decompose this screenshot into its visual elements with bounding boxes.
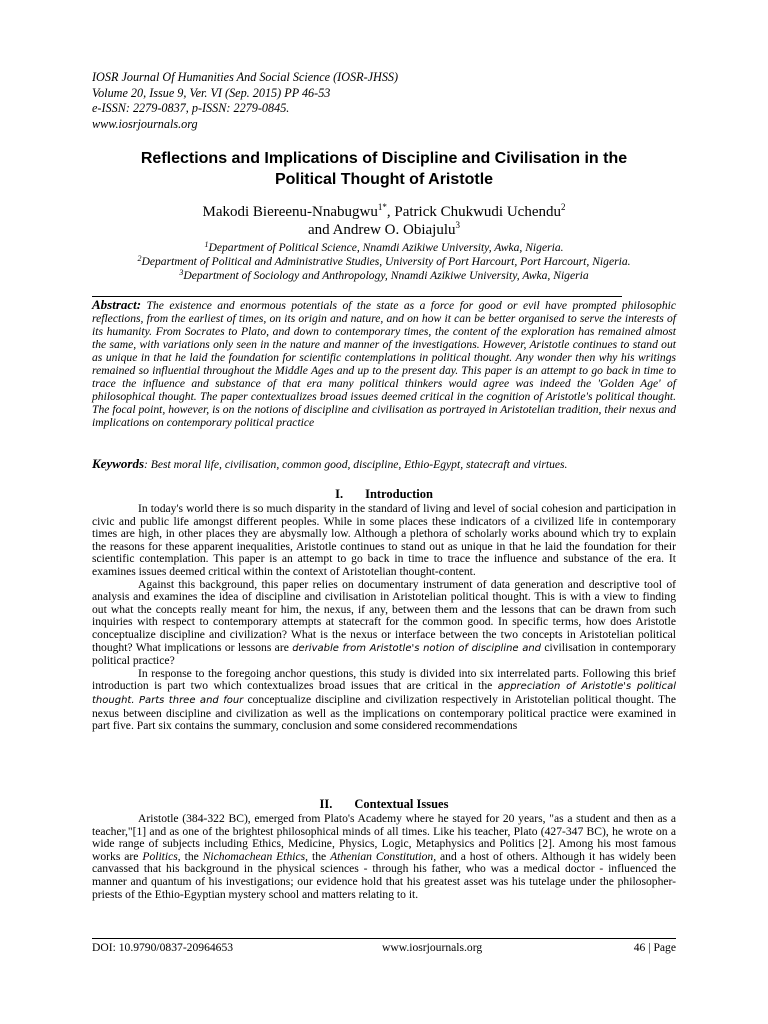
abstract-text-2: The paper contextualizes broad issues deemed critical in the cognition of Aristotle's [199, 390, 593, 403]
section-2-title: Contextual Issues [354, 797, 449, 811]
contextual-issues-body [92, 813, 676, 901]
context-paragraph-1 [92, 813, 676, 901]
context-p1-text-a: Aristotle (384-322 BC), emerged from Plato's Academy where he stayed for 20 years, "as a student and then as a teacher,"[1] and as one of the brightest philosophical minds of all times. Like his teacher, Plato (427-347 BC), he wrote on a wide range of subjects including Ethics, Medicine, Physics, Logic, Metaphysics and Politics [2]. Among his most famous works are [92, 812, 676, 863]
intro-paragraph-2 [92, 579, 676, 668]
intro-p3-text-a: In response to the foregoing anchor questions, this study is divided into six interrelated parts. Following this brief introduction is part two which contextualizes broad issues that are critical in the [92, 666, 676, 693]
section-1-title: Introduction [365, 487, 433, 501]
author-2: Patrick Chukwudi Uchendu [394, 204, 561, 220]
abstract [92, 298, 676, 429]
section-heading-contextual-issues [92, 797, 676, 812]
affiliation-3 [92, 269, 676, 283]
journal-name: IOSR Journal Of Humanities And Social Science (IOSR-JHSS) [92, 70, 399, 84]
paper-title [92, 148, 676, 190]
author-3-affil-mark: 3 [455, 220, 460, 230]
journal-url: www.iosrjournals.org [92, 116, 198, 131]
abstract-text-1: The existence and enormous potentials of the state as a force for good or evil have prompted philosophic reflections, from the earliest of times, on its origin and nature, and on how it can be better organised to serve the interests of its humanity. From Socrates to Plato, and down to contemporary times, the content of the exploration has remained almost the same, with variations only seen in the nature and manner of the investigations. However, Aristotle continues to stand out as unique in that he laid the foundation for scientific contemplations in political thought. Any wonder then why his writings remained so influential throughout the Middle Ages and up to the present day. This paper is an attempt to go back in time to trace the influence and substance of that era many political thinkers would agree was indeed the 'Golden Age' of philosophical thought. [92, 299, 676, 403]
footer-site: www.iosrjournals.org [382, 941, 483, 954]
keywords-text: : Best moral life, civilisation, common good, discipline, Ethio-Egypt, statecraft and virtues. [144, 458, 568, 471]
affiliation-1-text: Department of Political Science, Nnamdi Azikiwe University, Awka, Nigeria. [208, 241, 564, 254]
affiliation-2-text: Department of Political and Administrative Studies, University of Port Harcourt, Port Harcourt, Nigeria. [141, 255, 631, 268]
affiliation-1 [92, 241, 676, 255]
title-line-1: Reflections and Implications of Discipline and Civilisation in the [140, 150, 628, 167]
author-1: Makodi Biereenu-Nnabugwu [202, 204, 378, 220]
author-3: Andrew O. Obiajulu [332, 222, 456, 238]
affiliation-3-mark: 3 [179, 268, 184, 277]
affiliation-3-text: Department of Sociology and Anthropology, Nnamdi Azikiwe University, Awka, Nigeria [183, 269, 589, 282]
affiliation-2-mark: 2 [137, 254, 142, 263]
context-p1-text-b: , and a host of others. Although it has widely been canvassed that his background in the physical sciences - through his father, who was a medical doctor - influenced the manner and quantum of his investigations; our evidence hold that his greatest asset was his tutelage under the philosopher-priests of the Ethio-Egyptian mystery school and matters relating to it. [92, 849, 676, 901]
author-list [92, 203, 676, 239]
affiliation-1-mark: 1 [204, 240, 209, 249]
intro-paragraph-3 [92, 668, 676, 733]
footer-rule [92, 938, 676, 939]
title-line-2: Political Thought of Aristotle [274, 171, 494, 188]
keywords-label: Keywords [92, 456, 144, 471]
affiliations [92, 241, 676, 283]
abstract-rule [92, 296, 622, 297]
work-politics: Politics [142, 849, 178, 863]
intro-p3-text-c: conceptualize discipline and civilization respectively in Aristotelian political thought. The nexus between discipline and civilization as well as the implications on contemporary political practice were examined in part five. Part six contains the summary, conclusion and some considered recommendations [92, 692, 676, 733]
section-2-number: II. [319, 797, 333, 811]
affiliation-2 [92, 255, 676, 269]
context-sep-2: , the [305, 849, 331, 863]
author-1-affil-mark: 1* [377, 202, 387, 212]
intro-p2-text-b: derivable from Aristotle's notion of discipline and [292, 642, 542, 654]
keywords [92, 457, 676, 472]
section-1-number: I. [335, 487, 344, 501]
intro-paragraph-1: In today's world there is so much disparity in the standard of living and level of social cohesion and participation in civic and public life amongst different peoples. While in some places these indicators of a civilized life in contemporary times are high, in other places they are abysmally low. Although a plethora of scholarly works abound which try to explain the reasons for these apparent inequalities, Aristotle continues to stand out as unique in that he laid the foundation for their scientific contemplation. This paper is an attempt to go back in time to trace the influence and substance of the era. It examines issues deemed critical within the context of Aristotelian thought-content. [92, 502, 676, 578]
intro-p2-text-a: Against this background, this paper relies on documentary instrument of data generation and descriptive tool of analysis and examines the idea of discipline and civilisation in Aristotelian political thought. This is with a view to finding out what the concepts really meant for him, the nexus, if any, between them and the lessons that can be drawn from such inquiries with respect to contemporary attempts at statecraft for the common good. In specific terms, how does Aristotle conceptualize discipline and civilization? What is the nexus or interface between the two concepts in Aristotelian political thought? What implications or lessons are [92, 577, 676, 654]
footer-doi: DOI: 10.9790/0837-20964653 [92, 941, 234, 954]
author-separator: , [386, 204, 395, 220]
journal-volume: Volume 20, Issue 9, Ver. VI (Sep. 2015) PP 46-53 [92, 85, 331, 100]
abstract-text-3: political thought. The focal point, however, is on the notions of discipline and civilisation as portrayed in Aristotelian tradition, their nexus and implications on contemporary political practice [92, 390, 676, 429]
section-heading-introduction [92, 487, 676, 502]
intro-p3-text-b: appreciation of Aristotle's political thought. Parts three and four [92, 681, 676, 706]
journal-header [92, 70, 692, 132]
intro-p2-text-c: civilisation in contemporary political practice? [92, 640, 676, 668]
abstract-label: Abstract: [92, 297, 142, 312]
introduction-body [92, 503, 676, 733]
work-athenian-constitution: Athenian Constitution [330, 849, 434, 863]
work-nichomachean-ethics: Nichomachean Ethics [202, 849, 306, 863]
author-and: and [308, 222, 333, 238]
footer-page-number: 46 | Page [633, 941, 676, 954]
journal-issn: e-ISSN: 2279-0837, p-ISSN: 2279-0845. [92, 101, 290, 116]
context-sep-1: , the [177, 849, 203, 863]
author-2-affil-mark: 2 [561, 202, 566, 212]
